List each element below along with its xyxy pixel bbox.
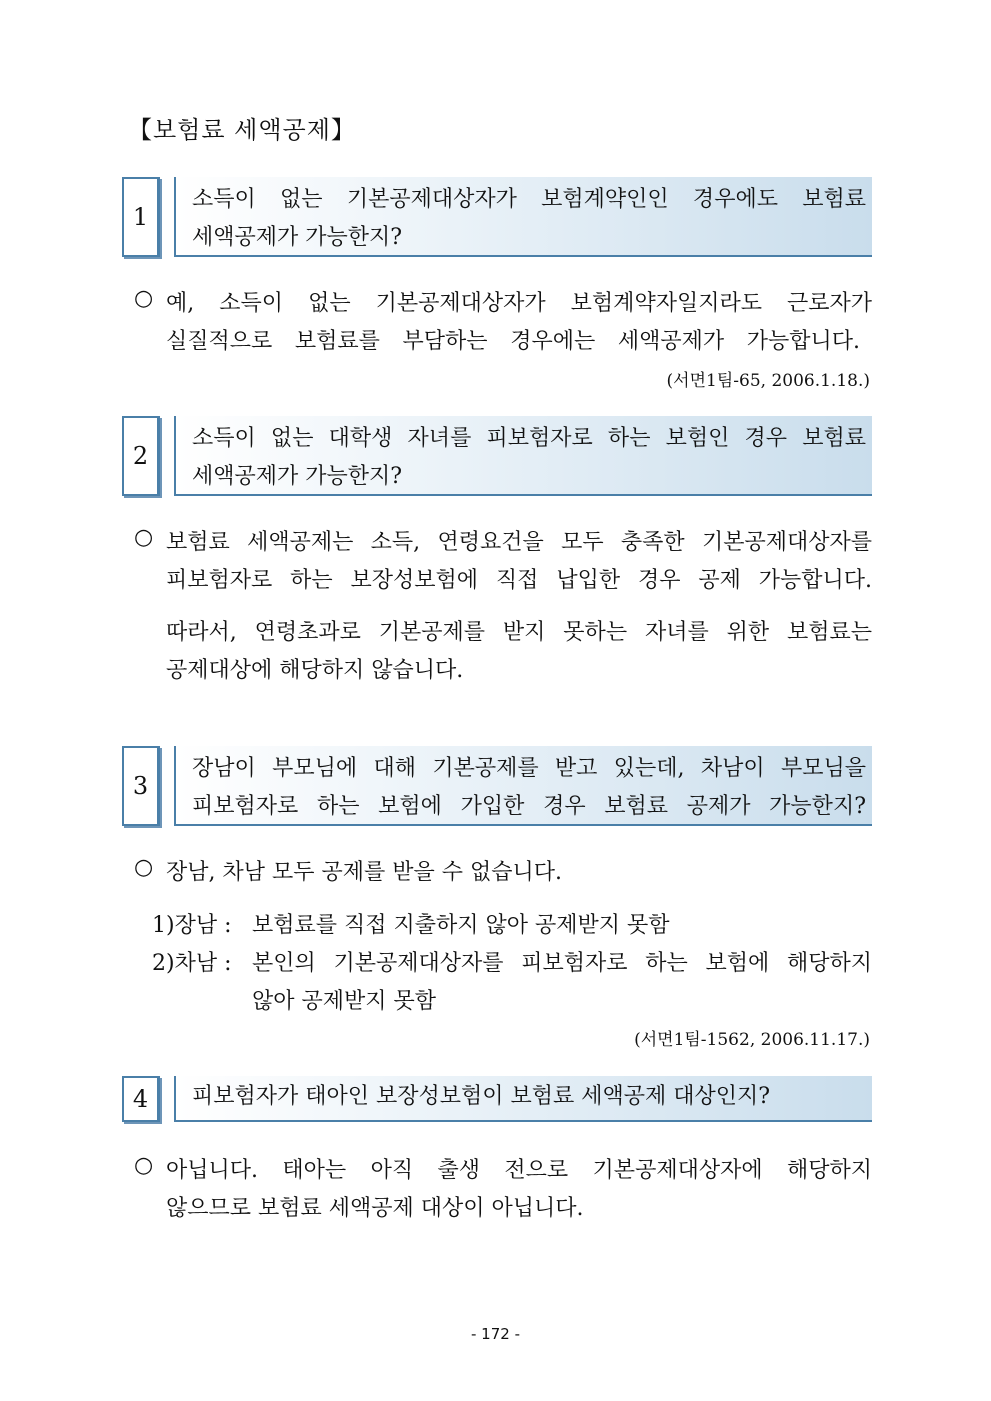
answer-3-line-1: 장남, 차남 모두 공제를 받을 수 없습니다. — [166, 860, 562, 885]
citation-1: (서면1팀-65, 2006.1.18.) — [666, 371, 870, 391]
question-2-line-2: 세액공제가 가능한지? — [192, 464, 403, 489]
sub-item-1-label: 1)장남 : — [152, 913, 232, 938]
question-2-line-1: 소득이 없는 대학생 자녀를 피보험자로 하는 보험인 경우 보험료 — [192, 426, 866, 451]
question-1-line-1: 소득이 없는 기본공제대상자가 보험계약인인 경우에도 보험료 — [192, 187, 866, 212]
question-number-3: 3 — [122, 746, 160, 826]
question-box-2 — [174, 416, 872, 496]
answer-1-line-2: 실질적으로 보험료를 부담하는 경우에는 세액공제가 가능합니다. — [166, 329, 860, 354]
question-box-4 — [174, 1076, 872, 1122]
answer-2-extra-line-2: 공제대상에 해당하지 않습니다. — [166, 658, 464, 683]
answer-2-line-1: 보험료 세액공제는 소득, 연령요건을 모두 충족한 기본공제대상자를 — [166, 530, 872, 555]
page-number: - 172 - — [471, 1325, 520, 1343]
question-box-3 — [174, 746, 872, 826]
question-1-line-2: 세액공제가 가능한지? — [192, 225, 403, 250]
question-box-1 — [174, 177, 872, 257]
sub-item-1-line-1: 보험료를 직접 지출하지 않아 공제받지 못함 — [252, 913, 670, 938]
answer-4-line-1: 아닙니다. 태아는 아직 출생 전으로 기본공제대상자에 해당하지 — [166, 1158, 872, 1183]
section-title: 【보험료 세액공제】 — [128, 116, 356, 144]
question-number-4: 4 — [122, 1076, 160, 1122]
answer-1-line-1: 예, 소득이 없는 기본공제대상자가 보험계약자일지라도 근로자가 — [166, 291, 872, 316]
question-4-line-1: 피보험자가 태아인 보장성보험이 보험료 세액공제 대상인지? — [192, 1084, 771, 1109]
question-3-line-2: 피보험자로 하는 보험에 가입한 경우 보험료 공제가 가능한지? — [192, 794, 866, 819]
sub-item-2-line-2: 않아 공제받지 못함 — [252, 989, 437, 1014]
sub-item-2-line-1: 본인의 기본공제대상자를 피보험자로 하는 보험에 해당하지 — [252, 951, 872, 976]
answer-2-bullet: ○ — [134, 525, 154, 550]
question-number-2: 2 — [122, 416, 160, 496]
answer-1-bullet: ○ — [134, 286, 154, 311]
citation-3: (서면1팀-1562, 2006.11.17.) — [634, 1030, 870, 1050]
answer-3-bullet: ○ — [134, 855, 154, 880]
answer-2-line-2: 피보험자로 하는 보장성보험에 직접 납입한 경우 공제 가능합니다. — [166, 568, 872, 593]
answer-4-bullet: ○ — [134, 1153, 154, 1178]
question-3-line-1: 장남이 부모님에 대해 기본공제를 받고 있는데, 차남이 부모님을 — [192, 756, 866, 781]
answer-2-extra-line-1: 따라서, 연령초과로 기본공제를 받지 못하는 자녀를 위한 보험료는 — [166, 620, 872, 645]
sub-item-2-label: 2)차남 : — [152, 951, 232, 976]
question-number-1: 1 — [122, 177, 160, 257]
answer-4-line-2: 않으므로 보험료 세액공제 대상이 아닙니다. — [166, 1196, 584, 1221]
